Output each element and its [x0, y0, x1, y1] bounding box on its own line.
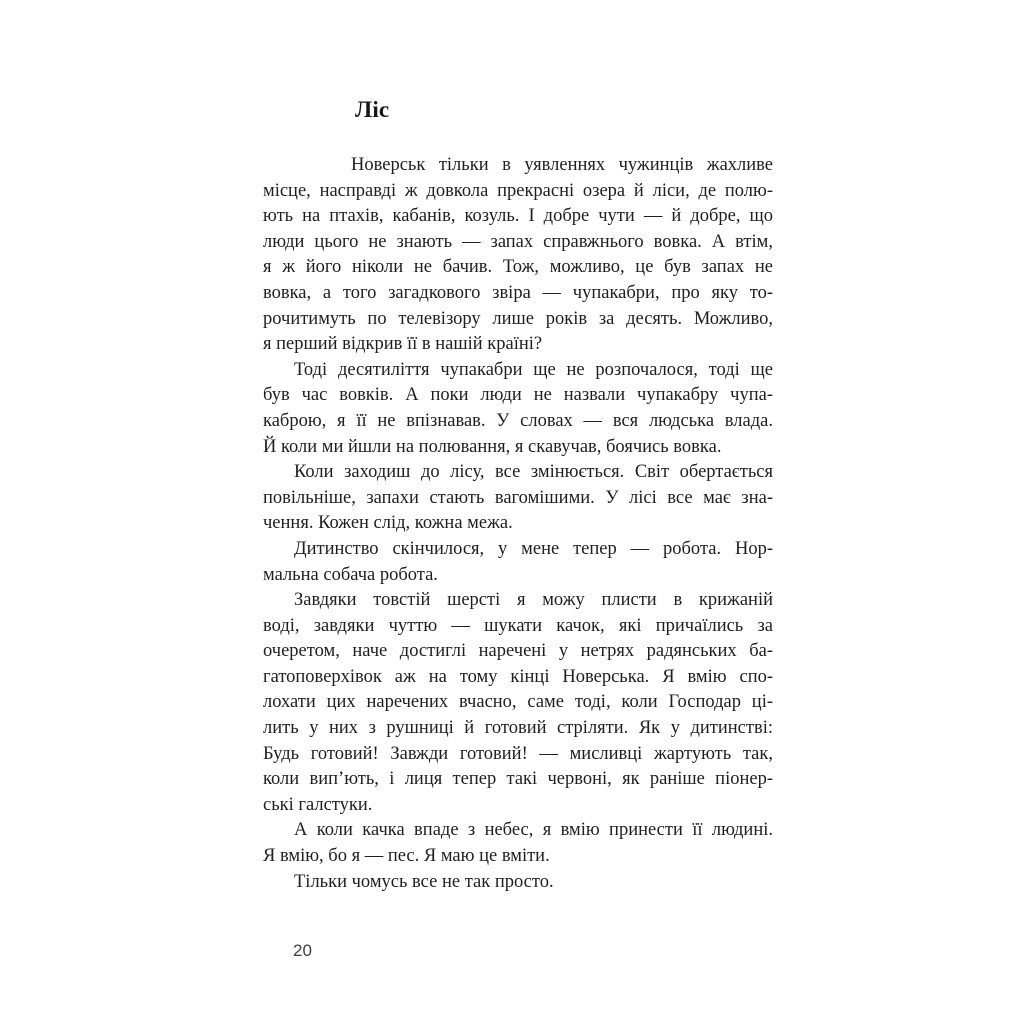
text-line: Тільки чомусь все не так просто. [294, 871, 554, 892]
text-line: Будь готовий! Завжди готовий! — мисливці жартують так, [263, 743, 773, 764]
chapter-title: Ліс [355, 97, 390, 122]
paragraph [263, 358, 773, 460]
text-column [263, 97, 773, 895]
text-line: Дитинство скінчилося, у мене тепер — робота. Нор- [294, 538, 773, 559]
paragraph [263, 153, 773, 358]
text-line: Я вмію, бо я — пес. Я маю це вміти. [263, 846, 550, 867]
body-text [263, 153, 773, 895]
text-line: лить у них з рушниці й готовий стріляти. Як у дитинстві: [263, 718, 773, 739]
text-line: ські галстуки. [263, 794, 373, 815]
paragraph [263, 818, 773, 869]
paragraph [263, 870, 773, 896]
text-line: Новерськ тільки в уявленнях чужинців жахливе [351, 155, 773, 175]
paragraph [263, 588, 773, 818]
text-line: очеретом, наче достиглі наречені у нетрях радянських ба- [263, 641, 773, 662]
text-line: Й коли ми йшли на полювання, я скавучав, боячись вовка. [263, 436, 722, 457]
text-line: каброю, я її не впізнавав. У словах — вся людська влада. [263, 410, 773, 431]
text-line: Коли заходиш до лісу, все змінюється. Світ обертається [294, 462, 773, 483]
text-line: я перший відкрив її в нашій країні? [263, 334, 543, 355]
text-line: мальна собача робота. [263, 564, 438, 585]
text-line: гатоповерхівок аж на тому кінці Новерська. Я вмію спо- [263, 666, 773, 687]
paragraph [263, 460, 773, 537]
text-line: рочитимуть по телевізору лише років за десять. Можливо, [263, 308, 773, 329]
text-line: лохати цих наречених вчасно, саме тоді, коли Господар ці- [263, 692, 773, 713]
text-line: коли вип’ють, і лиця тепер такі червоні, як раніше піонер- [263, 769, 773, 790]
text-line: Тоді десятиліття чупакабри ще не розпочалося, тоді ще [294, 359, 773, 380]
text-line: чення. Кожен слід, кожна межа. [263, 513, 513, 534]
text-line: місце, насправді ж довкола прекрасні озера й ліси, де полю- [263, 180, 773, 201]
text-line: повільніше, запахи стають вагомішими. У лісі все має зна- [263, 487, 773, 508]
text-line: Завдяки товстій шерсті я можу плисти в крижаній [294, 590, 773, 611]
text-line: ють на птахів, кабанів, козуль. І добре чути — й добре, що [263, 206, 773, 227]
page-number: 20 [293, 941, 312, 960]
text-line: вовка, а того загадкового звіра — чупакабри, про яку то- [263, 282, 773, 303]
text-line: був час вовків. А поки люди не назвали чупакабру чупа- [263, 385, 773, 406]
text-line: я ж його ніколи не бачив. Тож, можливо, це був запах не [263, 257, 773, 278]
text-line: А коли качка впаде з небес, я вмію принести її людині. [294, 820, 773, 841]
paragraph [263, 537, 773, 588]
text-line: люди цього не знають — запах справжнього вовка. А втім, [263, 231, 773, 252]
text-line: воді, завдяки чуттю — шукати качок, які причаїлись за [263, 615, 773, 636]
